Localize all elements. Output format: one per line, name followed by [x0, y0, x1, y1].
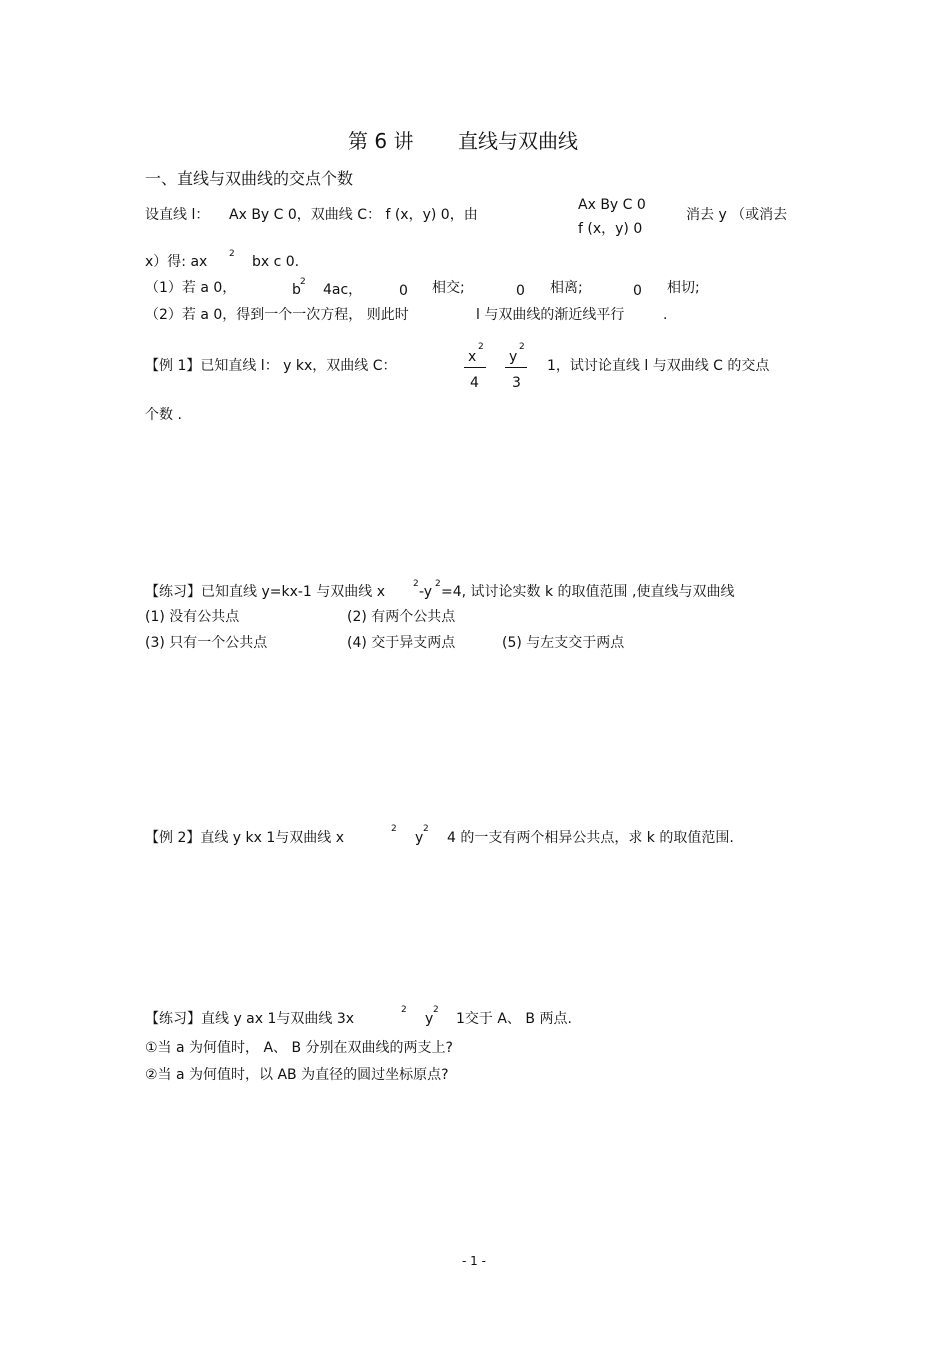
practice1-sup-1: 2 [413, 579, 419, 589]
example1-question: 1，试讨论直线 l 与双曲线 C 的交点 [547, 358, 770, 374]
example1-question-end: 个数 . [145, 407, 182, 423]
example1-den2: 3 [512, 375, 521, 391]
practice1-text-a: 【练习】已知直线 y=kx-1 与双曲线 x [145, 584, 386, 600]
page-number: - 1 - [462, 1254, 486, 1268]
setup-result-sup: 2 [229, 249, 235, 259]
case1-4ac: 4ac， [323, 282, 363, 298]
setup-lead: 设直线 l： [145, 207, 210, 223]
setup-result-a: x）得: ax [145, 254, 208, 270]
practice2-text-b: y [425, 1011, 434, 1027]
setup-line-equation: Ax By C 0，双曲线 C： f (x，y) 0，由 [229, 207, 478, 223]
case2-conclusion: l 与双曲线的渐近线平行 [476, 307, 625, 323]
case1-zero-3: 0 [633, 283, 642, 299]
section-heading: 一、直线与双曲线的交点个数 [145, 169, 354, 188]
example2-text-b: y [415, 830, 424, 846]
example2-text-c: 4 的一支有两个相异公共点，求 k 的取值范围. [447, 830, 734, 846]
lecture-number: 第 6 讲 [348, 129, 414, 153]
practice2-sup-1: 2 [401, 1005, 407, 1015]
page-title: 直线与双曲线 [458, 129, 578, 153]
practice1-item: (4) 交于异支两点 [347, 635, 456, 651]
case1-b: b [292, 282, 301, 298]
system-top: Ax By C 0 [578, 197, 646, 213]
system-bottom: f (x，y) 0 [578, 221, 643, 237]
practice1-item: (5) 与左支交于两点 [502, 635, 625, 651]
case1-separate: 相离; [550, 280, 583, 296]
fraction-bar-2 [505, 367, 527, 368]
practice1-text-b: -y [419, 584, 433, 600]
practice1-item: (1) 没有公共点 [145, 609, 240, 625]
practice1-text-c: =4, 试讨论实数 k 的取值范围 ,使直线与双曲线 [441, 584, 735, 600]
case2-period: . [663, 307, 668, 323]
case2-text: （2）若 a 0，得到一个一次方程， 则此时 [145, 307, 409, 323]
practice2-question-1: ①当 a 为何值时， A、 B 分别在双曲线的两支上? [145, 1040, 453, 1056]
practice1-item: (3) 只有一个公共点 [145, 635, 268, 651]
example1-num2-sup: 2 [519, 342, 525, 352]
case1-intersect: 相交; [432, 280, 465, 296]
case1-zero-2: 0 [516, 283, 525, 299]
example2-text-a: 【例 2】直线 y kx 1与双曲线 x [145, 830, 345, 846]
practice2-text-c: 1交于 A、 B 两点. [456, 1011, 572, 1027]
example2-sup-2: 2 [423, 824, 429, 834]
example1-den1: 4 [470, 375, 479, 391]
practice1-item: (2) 有两个公共点 [347, 609, 456, 625]
practice2-question-2: ②当 a 为何值时，以 AB 为直径的圆过坐标原点? [145, 1067, 449, 1083]
practice2-text-a: 【练习】直线 y ax 1与双曲线 3x [145, 1011, 355, 1027]
case1-zero-1: 0 [399, 283, 408, 299]
case1-tangent: 相切; [667, 280, 700, 296]
example1-num1-sup: 2 [478, 342, 484, 352]
setup-tail: 消去 y （或消去 [686, 207, 788, 223]
example2-sup-1: 2 [391, 824, 397, 834]
case1-b-sup: 2 [300, 277, 306, 287]
setup-result-b: bx c 0. [252, 254, 300, 270]
practice2-sup-2: 2 [433, 1005, 439, 1015]
case1-condition: （1）若 a 0， [145, 280, 237, 296]
example1-text: 【例 1】已知直线 l： y kx，双曲线 C： [145, 358, 397, 374]
practice1-sup-2: 2 [435, 579, 441, 589]
example1-num1: x [468, 349, 477, 365]
example1-num2: y [509, 349, 518, 365]
fraction-bar-1 [464, 367, 486, 368]
